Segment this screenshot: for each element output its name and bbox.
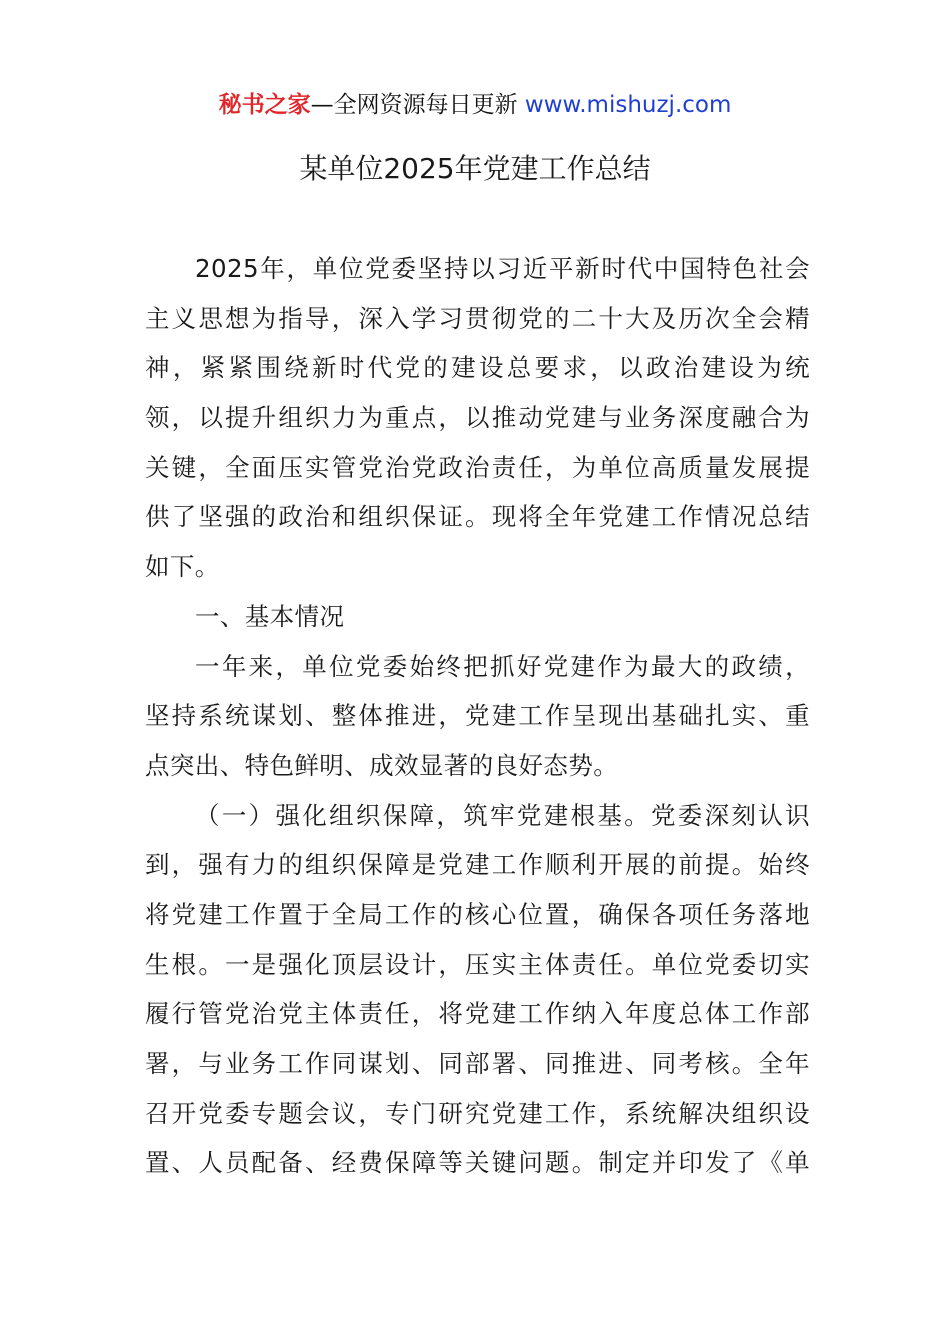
text-line: 到，强有力的组织保障是党建工作顺利开展的前提。始终: [145, 850, 810, 880]
text-line: 如下。: [145, 552, 220, 582]
text-line: 履行管党治党主体责任，将党建工作纳入年度总体工作部: [145, 999, 810, 1029]
text-line: 2025年，单位党委坚持以习近平新时代中国特色社会: [195, 254, 810, 283]
text-line: 生根。一是强化顶层设计，压实主体责任。单位党委切实: [145, 949, 810, 979]
text-line: 将党建工作置于全局工作的核心位置，确保各项任务落地: [145, 899, 810, 929]
text-line: 点突出、特色鲜明、成效显著的良好态势。: [145, 750, 619, 780]
document-body: [145, 244, 810, 1188]
site-header: [0, 88, 950, 122]
text-line: 关键，全面压实管党治党政治责任，为单位高质量发展提: [145, 452, 810, 482]
text-line: 主义思想为指导，深入学习贯彻党的二十大及历次全会精: [145, 303, 810, 333]
text-line: 领，以提升组织力为重点，以推动党建与业务深度融合为: [145, 403, 810, 433]
text-line: 一年来，单位党委始终把抓好党建作为最大的政绩，: [195, 651, 810, 681]
text-line: 署，与业务工作同谋划、同部署、同推进、同考核。全年: [145, 1049, 810, 1078]
text-line: 一、基本情况: [195, 601, 345, 631]
text-line: 置、人员配备、经费保障等关键问题。制定并印发了《单: [145, 1148, 810, 1178]
text-line: 神，紧紧围绕新时代党的建设总要求，以政治建设为统: [145, 353, 810, 383]
site-url-link[interactable]: www.mishuzj.com: [524, 92, 732, 118]
document-title: 某单位2025年党建工作总结: [299, 152, 651, 185]
brand-name: 秘书之家: [218, 92, 311, 118]
header-tagline: —全网资源每日更新: [310, 92, 525, 118]
text-line: 供了坚强的政治和组织保证。现将全年党建工作情况总结: [145, 502, 810, 532]
text-line: 召开党委专题会议，专门研究党建工作，系统解决组织设: [145, 1098, 810, 1128]
text-line: （一）强化组织保障，筑牢党建根基。党委深刻认识: [195, 800, 810, 830]
text-line: 坚持系统谋划、整体推进，党建工作呈现出基础扎实、重: [145, 701, 810, 731]
